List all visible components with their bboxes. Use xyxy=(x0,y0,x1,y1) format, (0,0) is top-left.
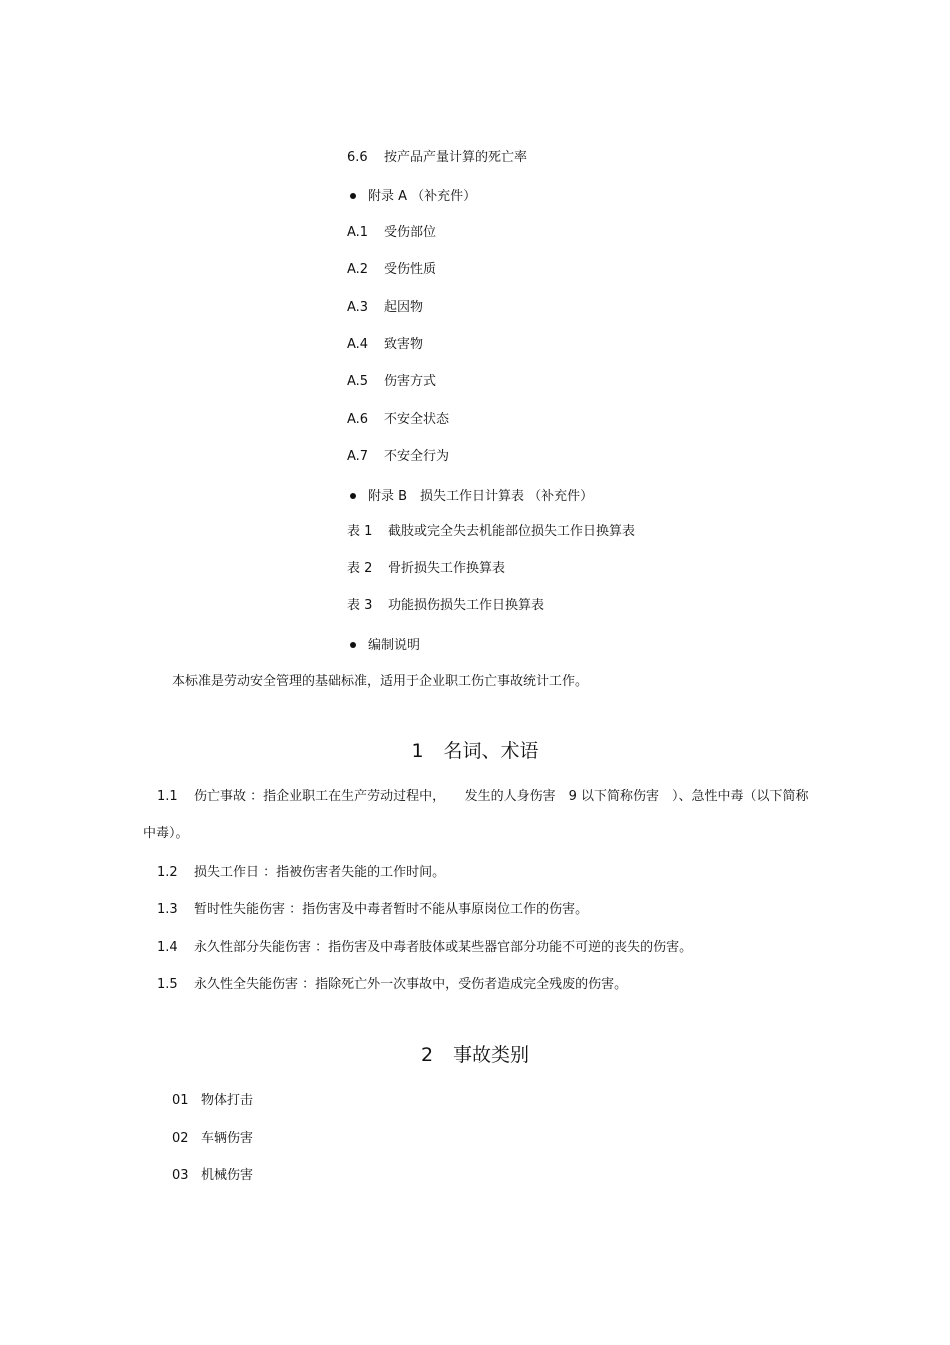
term-text: 永久性部分失能伤害 ：指伤害及中毒者肢体或某些器官部分功能不可逆的丧失的伤害。 xyxy=(194,940,693,955)
section-2-heading xyxy=(0,1043,950,1067)
bullet-icon xyxy=(350,493,356,499)
section-number: 2 xyxy=(420,1044,434,1066)
toc-item-label: 功能损伤损失工作日换算表 xyxy=(388,598,545,613)
toc-item-a2 xyxy=(347,262,436,278)
category-item xyxy=(172,1131,253,1147)
category-item xyxy=(172,1168,253,1184)
toc-item-number: A.7 xyxy=(347,449,369,464)
term-number: 1.2 xyxy=(157,865,178,880)
category-number: 01 xyxy=(172,1093,189,1108)
term-item xyxy=(157,977,627,993)
toc-item-6-6 xyxy=(347,150,527,166)
toc-item-number: A.3 xyxy=(347,300,369,315)
term-text: 损失工作日 ：指被伤害者失能的工作时间。 xyxy=(194,865,446,880)
toc-item-number: 6.6 xyxy=(347,150,368,165)
toc-item-label: 致害物 xyxy=(384,337,424,352)
term-item xyxy=(157,902,588,918)
toc-item-a7 xyxy=(347,449,449,465)
intro-paragraph: 本标准是劳动安全管理的基础标准，适用于企业职工伤亡事故统计工作。 xyxy=(172,674,589,689)
toc-item-label: 不安全行为 xyxy=(384,449,450,464)
toc-item-number: A.2 xyxy=(347,262,369,277)
toc-item-number: 表 2 xyxy=(347,561,373,576)
toc-item-a5 xyxy=(347,374,436,390)
toc-item-appendix-b xyxy=(350,489,593,505)
toc-item-label: 按产品产量计算的死亡率 xyxy=(384,150,528,165)
category-label: 机械伤害 xyxy=(201,1168,254,1183)
section-title: 事故类别 xyxy=(453,1044,530,1066)
toc-item-number: A.1 xyxy=(347,225,369,240)
term-number: 1.4 xyxy=(157,940,178,955)
term-text: 永久性全失能伤害 ：指除死亡外一次事故中，受伤者造成完全残废的伤害。 xyxy=(194,977,628,992)
toc-item-appendix-a xyxy=(350,189,476,205)
toc-item-number: A.4 xyxy=(347,337,369,352)
category-number: 02 xyxy=(172,1131,189,1146)
category-label: 物体打击 xyxy=(201,1093,254,1108)
toc-item-a1 xyxy=(347,225,436,241)
toc-item-table-1 xyxy=(347,524,635,540)
term-number: 1.1 xyxy=(157,789,178,804)
term-number: 1.5 xyxy=(157,977,178,992)
term-item-continuation: 中毒）。 xyxy=(143,826,189,841)
term-item xyxy=(157,865,445,881)
term-item xyxy=(157,940,692,956)
toc-item-label: 编制说明 xyxy=(368,638,421,653)
toc-item-label: 附录 B 损失工作日计算表 （补充件） xyxy=(368,489,594,504)
toc-item-number: A.5 xyxy=(347,374,369,389)
bullet-icon xyxy=(350,193,356,199)
toc-item-a6 xyxy=(347,412,449,428)
category-label: 车辆伤害 xyxy=(201,1131,254,1146)
toc-item-label: 伤害方式 xyxy=(384,374,437,389)
section-number: 1 xyxy=(411,740,424,762)
toc-item-number: 表 1 xyxy=(347,524,373,539)
toc-item-a4 xyxy=(347,337,423,353)
toc-item-number: A.6 xyxy=(347,412,369,427)
toc-item-notes xyxy=(350,638,420,654)
category-item xyxy=(172,1093,253,1109)
section-title: 名词、术语 xyxy=(443,740,539,762)
toc-item-table-3 xyxy=(347,598,544,614)
section-1-heading xyxy=(0,739,950,763)
term-text: 暂时性失能伤害 ：指伤害及中毒者暂时不能从事原岗位工作的伤害。 xyxy=(194,902,589,917)
term-item xyxy=(157,789,809,805)
toc-item-a3 xyxy=(347,300,423,316)
toc-item-label: 起因物 xyxy=(384,300,424,315)
toc-item-label: 受伤性质 xyxy=(384,262,437,277)
category-number: 03 xyxy=(172,1168,189,1183)
toc-item-number: 表 3 xyxy=(347,598,373,613)
toc-item-label: 受伤部位 xyxy=(384,225,437,240)
bullet-icon xyxy=(350,642,356,648)
toc-item-label: 骨折损失工作换算表 xyxy=(388,561,506,576)
toc-item-label: 截肢或完全失去机能部位损失工作日换算表 xyxy=(388,524,636,539)
term-text: 伤亡事故 ：指企业职工在生产劳动过程中， 发生的人身伤害 9 以下简称伤害 ）、急性中毒（以下简称 xyxy=(194,789,809,804)
toc-item-table-2 xyxy=(347,561,505,577)
toc-item-label: 不安全状态 xyxy=(384,412,450,427)
toc-item-label: 附录 A （补充件） xyxy=(368,189,477,204)
term-number: 1.3 xyxy=(157,902,178,917)
